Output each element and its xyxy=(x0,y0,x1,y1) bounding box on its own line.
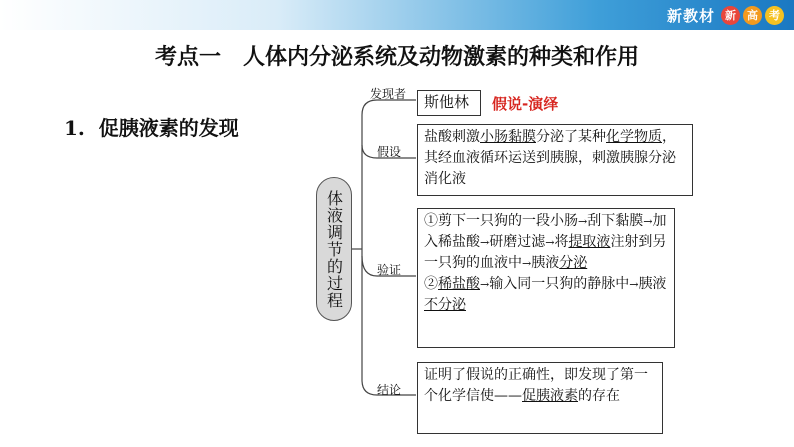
exp1-step-5a: 将 xyxy=(554,234,569,250)
arrow-icon: → xyxy=(480,236,490,249)
exp1-step-6: 胰液 xyxy=(531,255,560,271)
method-label: 假说-演绎 xyxy=(492,95,559,113)
conclusion-keyword-secretin: 促胰液素 xyxy=(522,388,578,404)
brand-badge-xin: 新 xyxy=(721,6,740,25)
discoverer-name: 斯他林 xyxy=(424,93,470,111)
brand-badge-gao: 高 xyxy=(743,6,762,25)
hypothesis-box xyxy=(417,124,693,196)
conclusion-text-2: 的存在 xyxy=(578,388,620,404)
arrow-icon: → xyxy=(629,278,639,291)
exp1-step-4: 研磨过滤 xyxy=(489,234,546,250)
exp2-step-1: 输入同一只狗的静脉中 xyxy=(489,276,630,292)
branch-label-conclusion: 结论 xyxy=(377,383,402,397)
exp1-step-3: 加入稀盐酸 xyxy=(424,213,667,250)
root-label: 体液调节的过程 xyxy=(324,189,344,309)
brand-badge-kao: 考 xyxy=(765,6,784,25)
arrow-icon: → xyxy=(643,215,653,228)
hypothesis-text-2: 分泌了某种 xyxy=(536,129,606,145)
arrow-icon: → xyxy=(578,215,588,228)
exp2-marker: ② xyxy=(424,276,438,292)
exp1-step-5b: 注射到另一只狗的血液中 xyxy=(424,234,667,271)
root-node xyxy=(316,177,352,321)
arrow-icon: → xyxy=(522,257,532,270)
section-heading: 1. 促胰液素的发现 xyxy=(64,116,239,140)
exp2-step-2: 胰液 xyxy=(638,276,667,292)
conclusion-box xyxy=(417,362,663,434)
branch-label-discoverer: 发现者 xyxy=(370,87,407,101)
experiment-1 xyxy=(424,211,668,274)
hypothesis-keyword-chemical: 化学物质 xyxy=(606,129,662,145)
brand-text: 新教材 xyxy=(666,6,715,25)
exp1-step-1: ①剪下一只狗的一段小肠 xyxy=(424,213,578,229)
hypothesis-keyword-mucosa: 小肠黏膜 xyxy=(480,129,536,145)
hypothesis-text-1: 盐酸刺激 xyxy=(424,129,480,145)
page-title: 考点一 人体内分泌系统及动物激素的种类和作用 xyxy=(154,45,639,70)
branch-label-verification: 验证 xyxy=(377,263,402,277)
arrow-icon: → xyxy=(480,278,490,291)
verification-box xyxy=(417,208,675,348)
exp1-keyword-secrete: 分泌 xyxy=(559,255,588,271)
arrow-icon: → xyxy=(545,236,555,249)
discoverer-box xyxy=(417,90,481,116)
exp2-keyword-acid: 稀盐酸 xyxy=(438,276,480,292)
exp1-step-2: 刮下黏膜 xyxy=(587,213,644,229)
exp1-keyword-extract: 提取液 xyxy=(568,234,611,250)
exp2-keyword-no-secrete: 不分泌 xyxy=(424,297,466,313)
branch-label-hypothesis: 假设 xyxy=(377,145,402,159)
experiment-2 xyxy=(424,274,668,316)
conclusion-text-1: 证明了假说的正确性，即发现了第一个化学信使—— xyxy=(424,367,648,404)
hypothesis-text-3: ，其经血液循环运送到胰腺，刺激胰腺分泌消化液 xyxy=(424,129,676,187)
